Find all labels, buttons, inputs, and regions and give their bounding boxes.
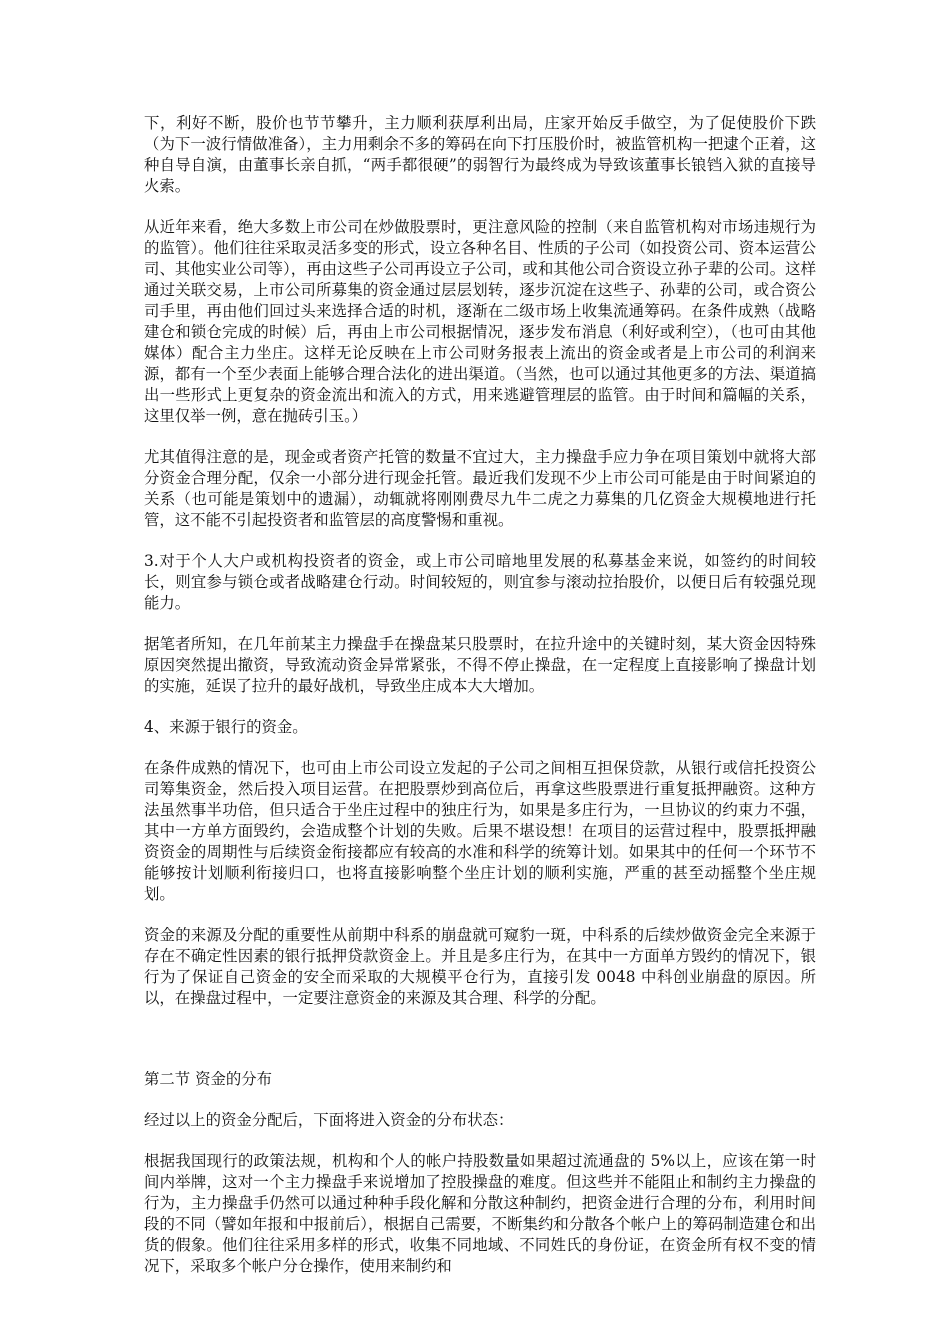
paragraph-regulator-caught: 下，利好不断，股价也节节攀升，主力顺利获厚利出局，庄家开始反手做空，为了促使股价下跌（为下一波行情做准备），主力用剩余不多的筹码在向下打压股价时，被监管机构一把逮个正着，这种自导自演，由董事长亲自抓，“两手都很硬”的弱智行为最终成为导致该董事长锒铛入狱的直接导火索。 [144,114,816,195]
paragraph-regulation-accounts: 根据我国现行的政策法规，机构和个人的帐户持股数量如果超过流通盘的 5%以上，应该在第一时间内举牌，这对一个主力操盘手来说增加了控股操盘的难度。但这些并不能阻止和制约主力操盘的行为，主力操盘手仍然可以通过种种手段化解和分散这种制约，把资金进行合理的分布，利用时间段的不同（譬如年报和中报前后），根据自己需要，不断集约和分散各个帐户上的筹码制造建仓和出货的假象。他们往往采用多样的形式，收集不同地域、不同姓氏的身份证，在资金所有权不变的情况下，采取多个帐户分仓操作，使用来制约和 [144,1152,816,1275]
paragraph-withdrawal-example: 据笔者所知，在几年前某主力操盘手在操盘某只股票时，在拉升途中的关键时刻，某大资金因特殊原因突然提出撤资，导致流动资金异常紧张，不得不停止操盘，在一定程度上直接影响了操盘计划的实施，延误了拉升的最好战机，导致坐庄成本大大增加。 [144,635,816,695]
section-title: 第二节 资金的分布 [144,1070,273,1088]
paragraph-bank-loans: 在条件成熟的情况下，也可由上市公司设立发起的子公司之间相互担保贷款，从银行或信托投资公司筹集资金，然后投入项目运营。在把股票炒到高位后，再拿这些股票进行重复抵押融资。这种方法虽然事半功倍，但只适合于坐庄过程中的独庄行为，如果是多庄行为，一旦协议的约束力不强，其中一方单方面毁约，会造成整个计划的失败。后果不堪设想！在项目的运营过程中，股票抵押融资资金的周期性与后续资金衔接都应有较高的水准和科学的统筹计划。如果其中的任何一个环节不能够按计划顺利衔接归口，也将直接影响整个坐庄计划的顺利实施，严重的甚至动摇整个坐庄规划。 [144,759,816,903]
document-page [144,113,816,1277]
paragraph-bank-funds-heading: 4、来源于银行的资金。 [144,718,308,736]
paragraph-subsidiary-structure: 从近年来看，绝大多数上市公司在炒做股票时，更注意风险的控制（来自监管机构对市场违规行为的监管）。他们往往采取灵活多变的形式，设立各种名目、性质的子公司（如投资公司、资本运营公司、其他实业公司等），再由这些子公司再设立子公司，或和其他公司合资设立孙子辈的公司。这样通过关联交易，上市公司所募集的资金通过层层划转，逐步沉淀在这些子、孙辈的公司，或合资公司手里，再由他们回过头来选择合适的时机，逐渐在二级市场上收集流通筹码。在条件成熟（战略建仓和锁仓完成的时候）后，再由上市公司根据情况，逐步发布消息（利好或利空），（也可由其他媒体）配合主力坐庄。这样无论反映在上市公司财务报表上流出的资金或者是上市公司的利润来源，都有一个至少表面上能够合理合法化的进出渠道。（当然，也可以通过其他更多的方法、渠道搞出一些形式上更复杂的资金流出和流入的方式，用来逃避管理层的监管。由于时间和篇幅的关系，这里仅举一例，意在抛砖引玉。） [144,218,816,425]
paragraph-distribution-intro: 经过以上的资金分配后，下面将进入资金的分布状态： [144,1111,514,1129]
paragraph-custody-warning: 尤其值得注意的是，现金或者资产托管的数量不宜过大，主力操盘手应力争在项目策划中就将大部分资金合理分配，仅余一小部分进行现金托管。最近我们发现不少上市公司可能是由于时间紧迫的关系（也可能是策划中的遗漏），动辄就将刚刚费尽九牛二虎之力募集的几亿资金大规模地进行托管，这不能不引起投资者和监管层的高度警惕和重视。 [144,448,816,529]
paragraph-zhongke-collapse: 资金的来源及分配的重要性从前期中科系的崩盘就可窥豹一斑，中科系的后续炒做资金完全来源于存在不确定性因素的银行抵押贷款资金上。并且是多庄行为，在其中一方面单方毁约的情况下，银行为了保证自己资金的安全而采取的大规模平仓行为，直接引发 0048 中科创业崩盘的原因。所以，在操盘过程中，一定要注意资金的来源及其合理、科学的分配。 [144,926,816,1007]
paragraph-private-funds: 3.对于个人大户或机构投资者的资金，或上市公司暗地里发展的私募基金来说，如签约的时间较长，则宜参与锁仓或者战略建仓行动。时间较短的，则宜参与滚动拉抬股价，以便日后有较强兑现能力。 [144,552,816,612]
